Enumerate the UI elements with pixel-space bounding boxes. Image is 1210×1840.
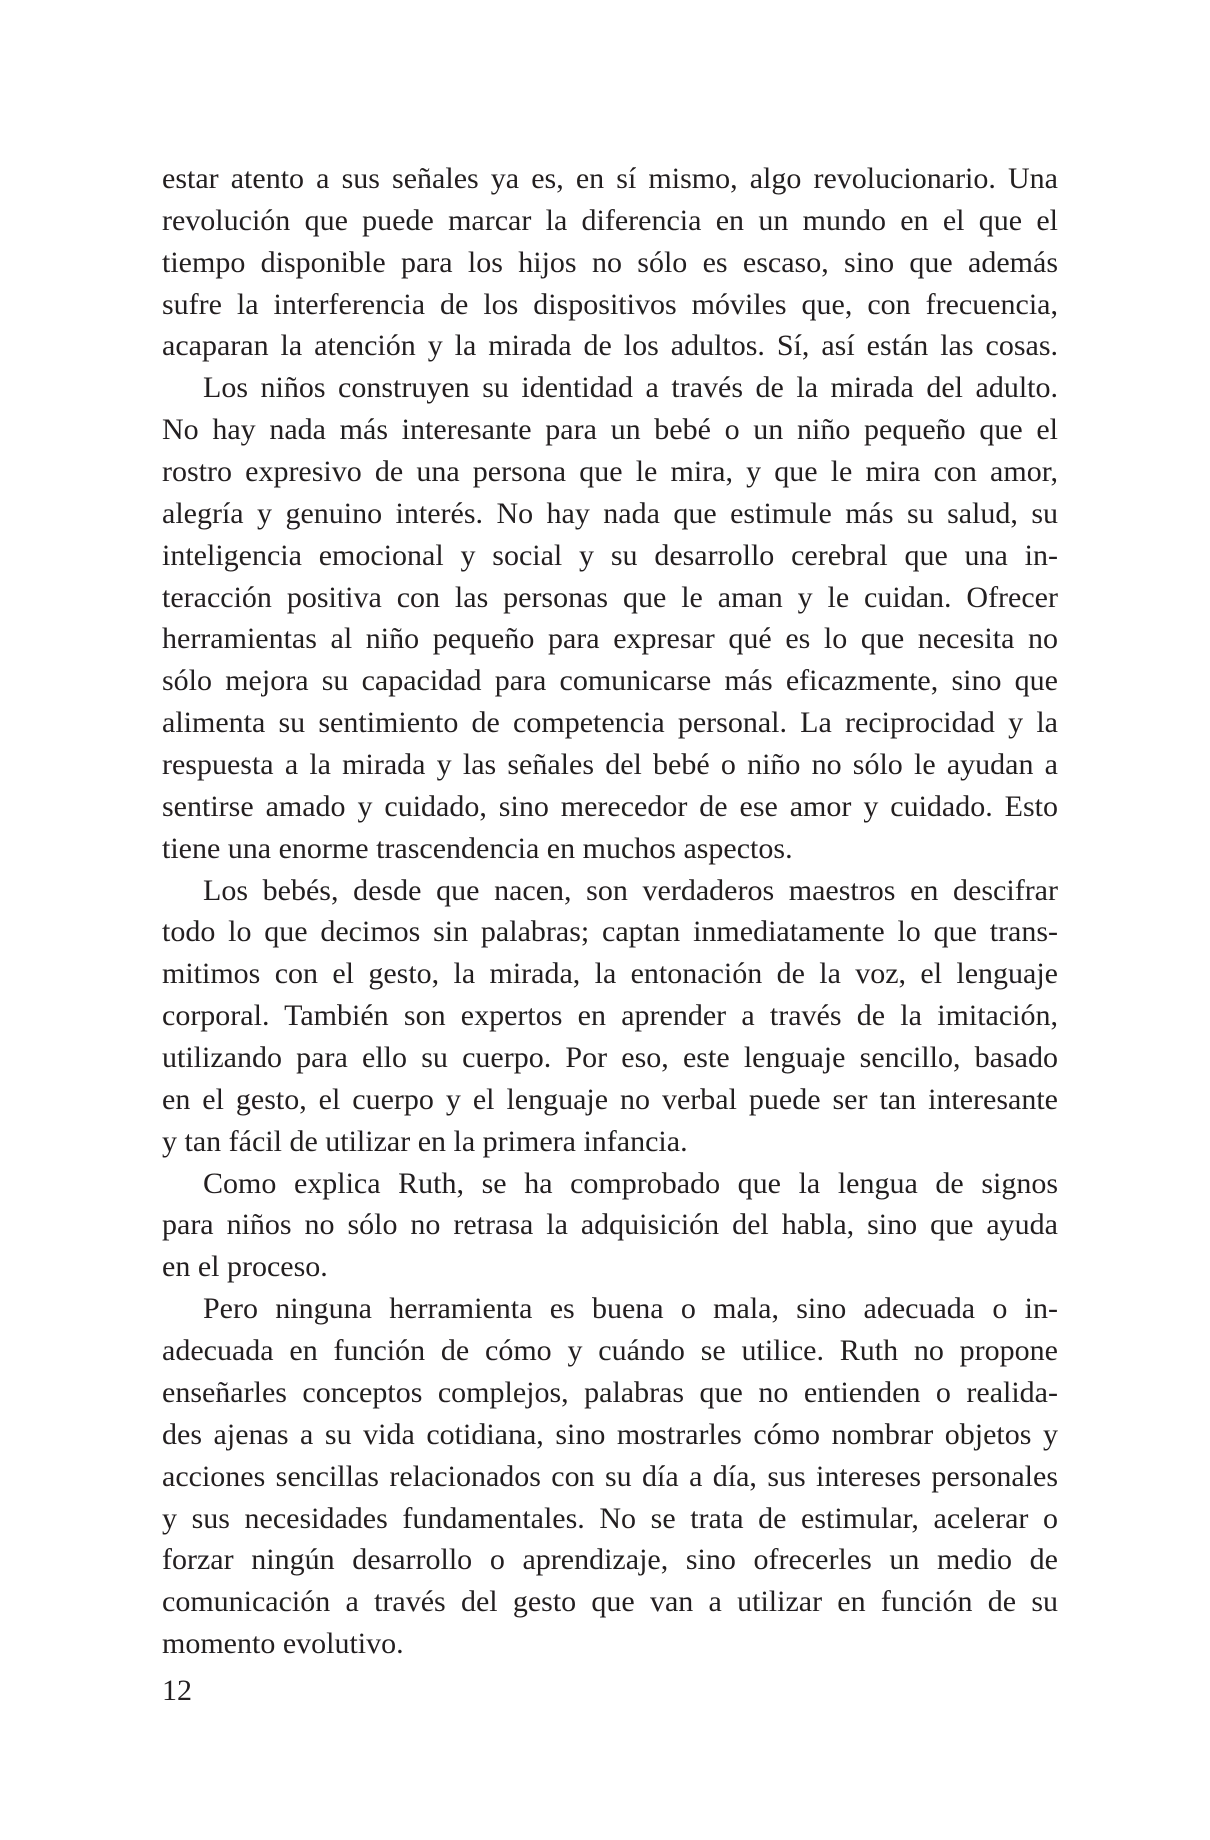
page-number: 12 <box>162 1674 192 1707</box>
text-line: sentirse amado y cuidado, sino merecedor de ese amor y cuidado. Esto <box>162 789 1058 823</box>
text-line: herramientas al niño pequeño para expresar qué es lo que necesita no <box>162 622 1058 656</box>
text-line: No hay nada más interesante para un bebé o un niño pequeño que el <box>162 413 1058 447</box>
text-line: todo lo que decimos sin palabras; captan inmediatamente lo que trans- <box>162 915 1058 949</box>
text-line: rostro expresivo de una persona que le mira, y que le mira con amor, <box>162 455 1058 489</box>
text-line: respuesta a la mirada y las señales del bebé o niño no sólo le ayudan a <box>162 748 1058 782</box>
text-line: teracción positiva con las personas que le aman y le cuidan. Ofrecer <box>162 580 1058 614</box>
text-line: tiempo disponible para los hijos no sólo es escaso, sino que además <box>162 245 1058 279</box>
text-line: para niños no sólo no retrasa la adquisición del habla, sino que ayuda <box>162 1208 1058 1242</box>
text-line: Los bebés, desde que nacen, son verdaderos maestros en descifrar <box>203 873 1058 907</box>
text-line: acaparan la atención y la mirada de los adultos. Sí, así están las cosas. <box>162 329 1058 363</box>
text-line: alimenta su sentimiento de competencia personal. La reciprocidad y la <box>162 706 1058 740</box>
body-text <box>162 158 1058 1665</box>
text-line: utilizando para ello su cuerpo. Por eso, este lenguaje sencillo, basado <box>162 1041 1058 1075</box>
text-line: tiene una enorme trascendencia en muchos aspectos. <box>162 831 793 865</box>
text-line: mitimos con el gesto, la mirada, la entonación de la voz, el lenguaje <box>162 957 1058 991</box>
text-line: en el proceso. <box>162 1250 328 1284</box>
text-line: en el gesto, el cuerpo y el lenguaje no verbal puede ser tan interesante <box>162 1082 1058 1116</box>
text-line: estar atento a sus señales ya es, en sí mismo, algo revolucionario. Una <box>162 162 1058 195</box>
text-line: y sus necesidades fundamentales. No se trata de estimular, acelerar o <box>162 1501 1058 1535</box>
text-line: alegría y genuino interés. No hay nada que estimule más su salud, su <box>162 496 1058 530</box>
text-line: des ajenas a su vida cotidiana, sino mostrarles cómo nombrar objetos y <box>162 1417 1058 1451</box>
paragraph <box>162 367 1058 869</box>
text-line: y tan fácil de utilizar en la primera infancia. <box>162 1124 688 1158</box>
text-line: Pero ninguna herramienta es buena o mala, sino adecuada o in- <box>203 1292 1058 1326</box>
text-line: momento evolutivo. <box>162 1627 404 1661</box>
text-line: inteligencia emocional y social y su desarrollo cerebral que una in- <box>162 538 1058 572</box>
text-line: sufre la interferencia de los dispositivos móviles que, con frecuencia, <box>162 287 1058 321</box>
paragraph <box>162 1163 1058 1289</box>
text-line: adecuada en función de cómo y cuándo se utilice. Ruth no propone <box>162 1334 1058 1368</box>
paragraph <box>162 158 1058 367</box>
paragraph <box>162 870 1058 1163</box>
text-line: comunicación a través del gesto que van a utilizar en función de su <box>162 1585 1058 1619</box>
text-line: enseñarles conceptos complejos, palabras que no entienden o realida- <box>162 1375 1058 1409</box>
text-line: Como explica Ruth, se ha comprobado que la lengua de signos <box>203 1166 1058 1200</box>
text-line: corporal. También son expertos en aprender a través de la imitación, <box>162 999 1058 1033</box>
text-line: sólo mejora su capacidad para comunicarse más eficazmente, sino que <box>162 664 1058 698</box>
text-line: forzar ningún desarrollo o aprendizaje, sino ofrecerles un medio de <box>162 1543 1058 1577</box>
text-line: Los niños construyen su identidad a través de la mirada del adulto. <box>203 371 1058 405</box>
text-line: revolución que puede marcar la diferencia en un mundo en el que el <box>162 203 1058 237</box>
paragraph <box>162 1288 1058 1665</box>
text-line: acciones sencillas relacionados con su día a día, sus intereses personales <box>162 1459 1058 1493</box>
